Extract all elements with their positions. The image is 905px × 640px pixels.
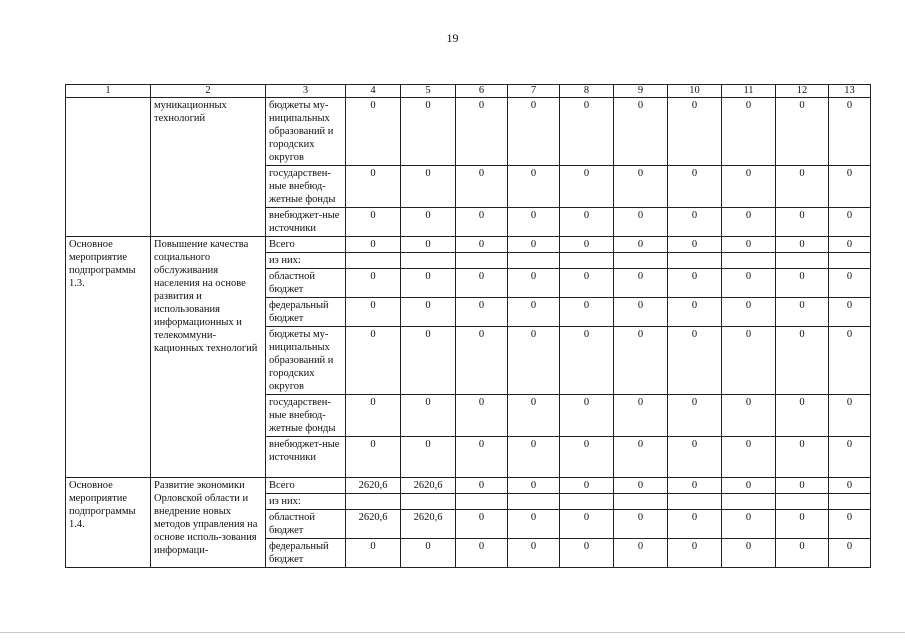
- value-cell: 0: [614, 395, 668, 437]
- value-cell: 0: [829, 510, 871, 539]
- value-cell: [829, 253, 871, 269]
- value-cell: 0: [346, 98, 401, 166]
- value-cell: 0: [614, 237, 668, 253]
- funding-source-cell: государствен-ные внебюд-жетные фонды: [266, 395, 346, 437]
- value-cell: 0: [668, 208, 722, 237]
- value-cell: 2620,6: [401, 478, 456, 494]
- value-cell: 0: [508, 237, 560, 253]
- value-cell: 0: [668, 539, 722, 568]
- value-cell: 0: [722, 327, 776, 395]
- value-cell: [722, 494, 776, 510]
- table-row: [66, 237, 871, 253]
- value-cell: 0: [456, 298, 508, 327]
- value-cell: [829, 494, 871, 510]
- event-name-cell: [66, 98, 151, 237]
- value-cell: 0: [614, 478, 668, 494]
- value-cell: 0: [560, 298, 614, 327]
- column-header: 2: [151, 85, 266, 98]
- value-cell: 0: [614, 327, 668, 395]
- value-cell: 0: [722, 510, 776, 539]
- value-cell: 0: [722, 237, 776, 253]
- value-cell: 0: [508, 298, 560, 327]
- value-cell: 0: [346, 208, 401, 237]
- value-cell: 0: [508, 98, 560, 166]
- funding-source-cell: федеральный бюджет: [266, 539, 346, 568]
- value-cell: 0: [401, 237, 456, 253]
- value-cell: 0: [346, 237, 401, 253]
- event-description-cell: муникационных технологий: [151, 98, 266, 237]
- page-number: 19: [446, 31, 459, 45]
- column-header: 11: [722, 85, 776, 98]
- value-cell: 0: [401, 298, 456, 327]
- value-cell: 0: [346, 539, 401, 568]
- value-cell: 0: [776, 166, 829, 208]
- funding-source-cell: внебюджет-ные источники: [266, 437, 346, 478]
- value-cell: 2620,6: [346, 478, 401, 494]
- value-cell: [346, 494, 401, 510]
- value-cell: [508, 253, 560, 269]
- value-cell: 0: [456, 237, 508, 253]
- value-cell: 0: [829, 539, 871, 568]
- funding-source-cell: областной бюджет: [266, 269, 346, 298]
- value-cell: 0: [456, 437, 508, 478]
- value-cell: 0: [560, 166, 614, 208]
- value-cell: 0: [668, 269, 722, 298]
- funding-source-cell: областной бюджет: [266, 510, 346, 539]
- value-cell: 0: [722, 539, 776, 568]
- value-cell: 0: [401, 166, 456, 208]
- value-cell: 0: [508, 166, 560, 208]
- header-row: [66, 85, 871, 98]
- value-cell: 0: [456, 269, 508, 298]
- value-cell: [614, 494, 668, 510]
- value-cell: 0: [508, 269, 560, 298]
- column-header: 6: [456, 85, 508, 98]
- column-header: 1: [66, 85, 151, 98]
- value-cell: 0: [829, 327, 871, 395]
- value-cell: 0: [722, 478, 776, 494]
- value-cell: 0: [508, 208, 560, 237]
- value-cell: [722, 253, 776, 269]
- value-cell: 0: [829, 437, 871, 478]
- value-cell: 0: [401, 437, 456, 478]
- value-cell: 0: [829, 98, 871, 166]
- value-cell: 0: [560, 269, 614, 298]
- value-cell: 0: [346, 327, 401, 395]
- funding-source-cell: из них:: [266, 253, 346, 269]
- value-cell: 0: [456, 327, 508, 395]
- value-cell: [401, 253, 456, 269]
- value-cell: 0: [776, 269, 829, 298]
- value-cell: 0: [346, 437, 401, 478]
- value-cell: 0: [668, 298, 722, 327]
- funding-source-cell: федеральный бюджет: [266, 298, 346, 327]
- value-cell: [401, 494, 456, 510]
- value-cell: 0: [401, 327, 456, 395]
- table-row: [66, 98, 871, 166]
- value-cell: [456, 253, 508, 269]
- value-cell: 0: [668, 237, 722, 253]
- value-cell: 0: [401, 269, 456, 298]
- value-cell: 0: [614, 166, 668, 208]
- value-cell: 0: [776, 539, 829, 568]
- value-cell: 0: [829, 269, 871, 298]
- value-cell: 0: [456, 510, 508, 539]
- value-cell: 0: [560, 327, 614, 395]
- value-cell: 0: [722, 166, 776, 208]
- value-cell: [456, 494, 508, 510]
- value-cell: [508, 494, 560, 510]
- value-cell: 0: [508, 437, 560, 478]
- value-cell: 0: [508, 478, 560, 494]
- value-cell: 0: [401, 539, 456, 568]
- funding-source-cell: бюджеты му-ниципальных образований и городских округов: [266, 98, 346, 166]
- value-cell: 0: [722, 437, 776, 478]
- value-cell: [560, 253, 614, 269]
- value-cell: 0: [456, 208, 508, 237]
- value-cell: 0: [776, 98, 829, 166]
- value-cell: 0: [829, 395, 871, 437]
- funding-source-cell: из них:: [266, 494, 346, 510]
- value-cell: 0: [614, 298, 668, 327]
- value-cell: 0: [456, 395, 508, 437]
- value-cell: 0: [829, 208, 871, 237]
- value-cell: 0: [614, 510, 668, 539]
- value-cell: 0: [346, 298, 401, 327]
- value-cell: 0: [560, 510, 614, 539]
- page-bottom-edge: [0, 632, 905, 633]
- value-cell: 0: [668, 327, 722, 395]
- value-cell: 0: [776, 478, 829, 494]
- value-cell: 0: [560, 437, 614, 478]
- value-cell: 0: [776, 437, 829, 478]
- funding-source-cell: государствен-ные внебюд-жетные фонды: [266, 166, 346, 208]
- value-cell: 0: [776, 510, 829, 539]
- value-cell: 0: [668, 395, 722, 437]
- value-cell: 0: [456, 166, 508, 208]
- value-cell: 0: [456, 539, 508, 568]
- event-description-cell: Развитие экономики Орловской области и внедрение новых методов управления на основе исполь-зования информаци-: [151, 478, 266, 568]
- value-cell: 0: [668, 437, 722, 478]
- value-cell: [560, 494, 614, 510]
- value-cell: 0: [508, 539, 560, 568]
- value-cell: 0: [614, 437, 668, 478]
- table-row: [66, 478, 871, 494]
- column-header: 7: [508, 85, 560, 98]
- value-cell: 0: [776, 298, 829, 327]
- event-description-cell: Повышение качества социального обслуживания населения на основе развития и использования информационных и телекоммуни-кационных технологий: [151, 237, 266, 478]
- column-header: 13: [829, 85, 871, 98]
- value-cell: 0: [829, 298, 871, 327]
- value-cell: 0: [668, 478, 722, 494]
- column-header: 4: [346, 85, 401, 98]
- funding-source-cell: внебюджет-ные источники: [266, 208, 346, 237]
- value-cell: 0: [560, 539, 614, 568]
- column-header: 12: [776, 85, 829, 98]
- value-cell: 0: [668, 98, 722, 166]
- value-cell: 0: [614, 539, 668, 568]
- value-cell: 0: [346, 269, 401, 298]
- value-cell: 0: [722, 208, 776, 237]
- value-cell: 0: [456, 98, 508, 166]
- value-cell: 0: [722, 298, 776, 327]
- column-header: 8: [560, 85, 614, 98]
- value-cell: 0: [508, 327, 560, 395]
- value-cell: 0: [614, 208, 668, 237]
- value-cell: 0: [668, 166, 722, 208]
- funding-source-cell: Всего: [266, 237, 346, 253]
- value-cell: 0: [614, 98, 668, 166]
- value-cell: [776, 494, 829, 510]
- value-cell: 0: [776, 237, 829, 253]
- value-cell: 0: [401, 208, 456, 237]
- value-cell: 0: [560, 395, 614, 437]
- funding-source-cell: Всего: [266, 478, 346, 494]
- value-cell: 0: [401, 98, 456, 166]
- column-header: 10: [668, 85, 722, 98]
- value-cell: 0: [401, 395, 456, 437]
- value-cell: 0: [829, 166, 871, 208]
- budget-table: [65, 84, 871, 568]
- value-cell: 0: [560, 208, 614, 237]
- event-name-cell: Основное мероприятие подпрограммы 1.3.: [66, 237, 151, 478]
- value-cell: 0: [560, 237, 614, 253]
- value-cell: 0: [722, 395, 776, 437]
- value-cell: 0: [776, 208, 829, 237]
- funding-source-cell: бюджеты му-ниципальных образований и городских округов: [266, 327, 346, 395]
- value-cell: [668, 253, 722, 269]
- value-cell: [776, 253, 829, 269]
- value-cell: [346, 253, 401, 269]
- column-header: 3: [266, 85, 346, 98]
- value-cell: 0: [776, 395, 829, 437]
- value-cell: 0: [560, 98, 614, 166]
- value-cell: 0: [614, 269, 668, 298]
- event-name-cell: Основное мероприятие подпрограммы 1.4.: [66, 478, 151, 568]
- value-cell: 0: [346, 395, 401, 437]
- value-cell: 0: [722, 269, 776, 298]
- value-cell: 0: [456, 478, 508, 494]
- value-cell: [668, 494, 722, 510]
- value-cell: 0: [508, 510, 560, 539]
- value-cell: 0: [508, 395, 560, 437]
- column-header: 5: [401, 85, 456, 98]
- value-cell: 2620,6: [346, 510, 401, 539]
- value-cell: 0: [668, 510, 722, 539]
- value-cell: 0: [722, 98, 776, 166]
- value-cell: 0: [346, 166, 401, 208]
- value-cell: [614, 253, 668, 269]
- value-cell: 2620,6: [401, 510, 456, 539]
- column-header: 9: [614, 85, 668, 98]
- value-cell: 0: [560, 478, 614, 494]
- value-cell: 0: [829, 478, 871, 494]
- value-cell: 0: [776, 327, 829, 395]
- value-cell: 0: [829, 237, 871, 253]
